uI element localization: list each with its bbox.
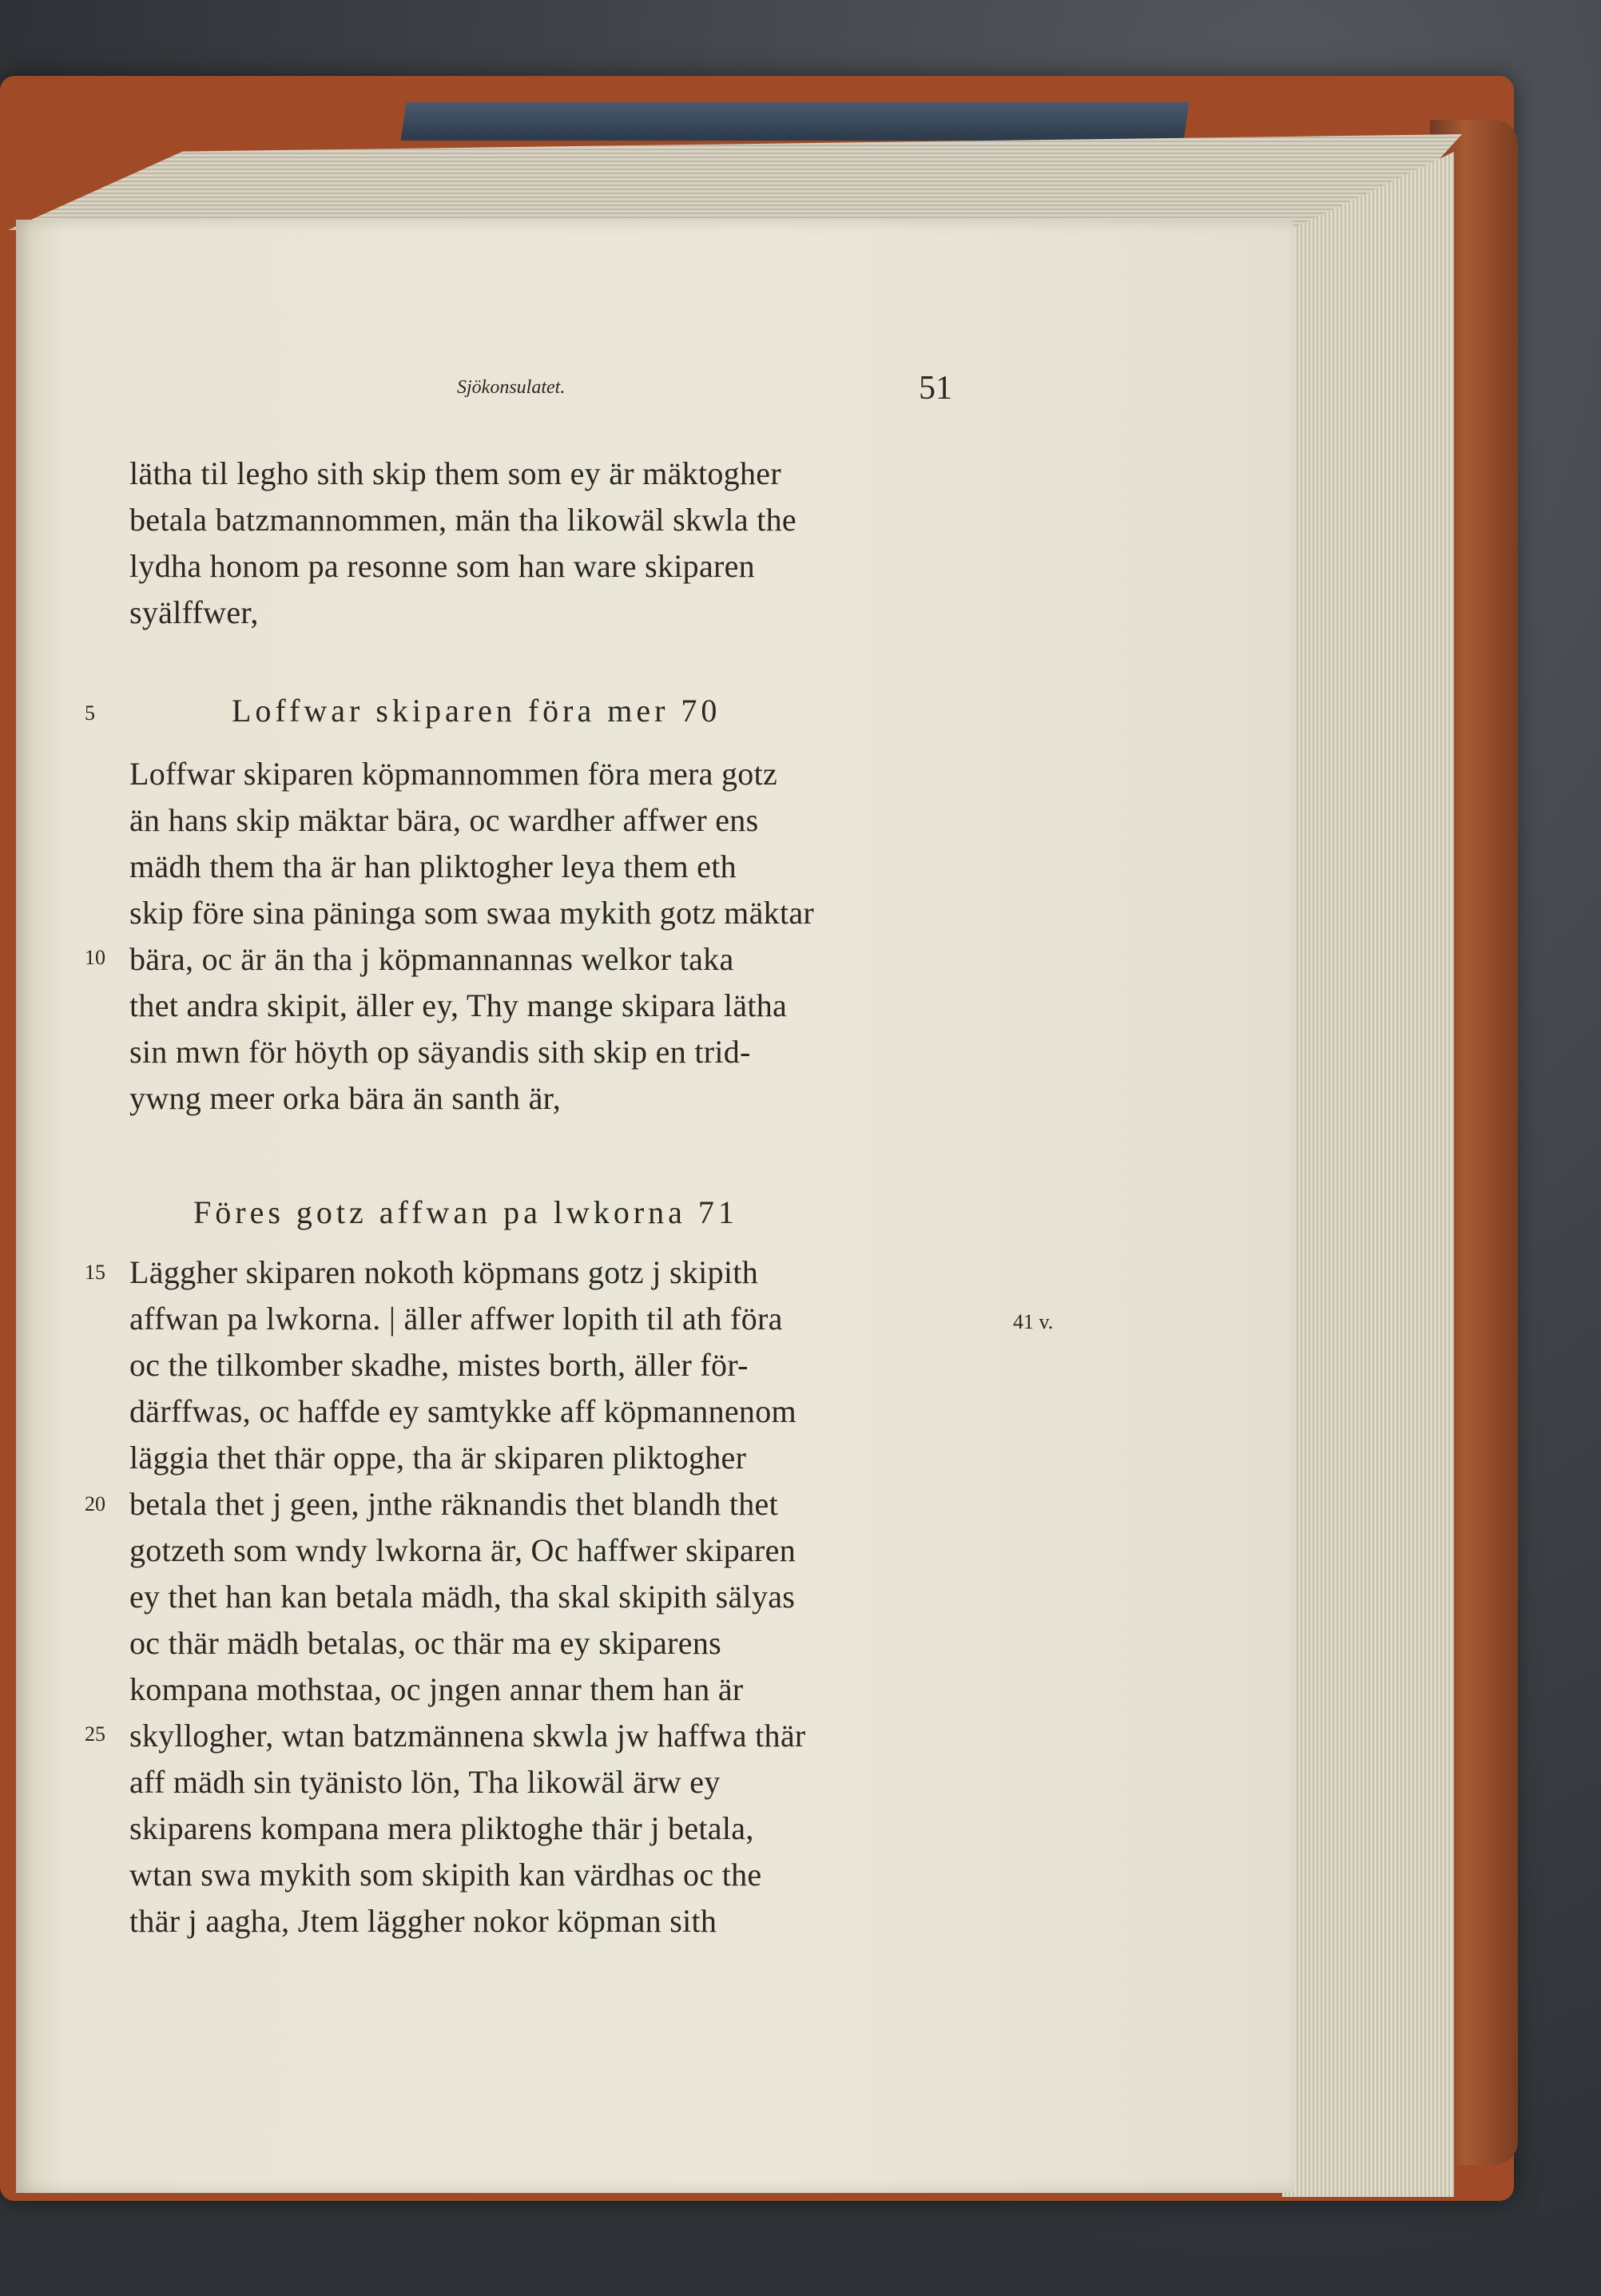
text-line: skyllogher, wtan batzmännena skwla jw haffwa thär [129, 1718, 806, 1754]
page-edges-right [1282, 152, 1454, 2197]
line-number: 5 [85, 701, 95, 725]
text-line: gotzeth som wndy lwkorna är, Oc haffwer skiparen [129, 1532, 797, 1568]
text-line: bära, oc är än tha j köpmannannas welkor taka [129, 941, 734, 977]
text-line: Läggher skiparen nokoth köpmans gotz j skipith [129, 1254, 759, 1290]
text-line: mädh them tha är han pliktogher leya them eth [129, 848, 737, 884]
text-line: sin mwn för höyth op säyandis sith skip en trid- [129, 1034, 751, 1070]
text-line: lätha til legho sith skip them som ey är mäktogher [129, 455, 781, 491]
page-number: 51 [919, 370, 952, 407]
text-line: läggia thet thär oppe, tha är skiparen pliktogher [129, 1440, 747, 1476]
text-line: thet andra skipit, äller ey, Thy mange skipara lätha [129, 987, 788, 1023]
text-line: ywng meer orka bära än santh är, [129, 1080, 561, 1116]
text-line: skip före sina päninga som swaa mykith gotz mäktar [129, 895, 815, 931]
text-line: därffwas, oc haffde ey samtykke aff köpmannenom [129, 1393, 797, 1429]
margin-note: 41 v. [1013, 1310, 1054, 1333]
section-heading: Loffwar skiparen föra mer 70 [232, 693, 721, 729]
text-line: wtan swa mykith som skipith kan värdhas oc the [129, 1857, 762, 1893]
line-number: 25 [85, 1722, 105, 1746]
text-line: skiparens kompana mera pliktoghe thär j betala, [129, 1810, 754, 1846]
book-spine [401, 102, 1190, 141]
line-number: 10 [85, 946, 105, 969]
running-title: Sjökonsulatet. [457, 377, 566, 398]
text-line: thär j aagha, Jtem läggher nokor köpman sith [129, 1903, 717, 1939]
text-line: syälffwer, [129, 594, 259, 630]
line-number: 20 [85, 1492, 105, 1515]
text-line: affwan pa lwkorna. | äller affwer lopith til ath föra [129, 1301, 783, 1337]
text-line: ey thet han kan betala mädh, tha skal skipith sälyas [129, 1579, 796, 1615]
text-line: lydha honom pa resonne som han ware skiparen [129, 548, 755, 584]
text-line: Loffwar skiparen köpmannommen föra mera gotz [129, 756, 778, 792]
text-line: kompana mothstaa, oc jngen annar them han är [129, 1671, 744, 1707]
line-number: 15 [85, 1261, 105, 1284]
text-line: oc the tilkomber skadhe, mistes borth, äller för- [129, 1347, 749, 1383]
text-line: aff mädh sin tyänisto lön, Tha likowäl ärw ey [129, 1764, 721, 1800]
text-line: betala batzmannommen, män tha likowäl skwla the [129, 502, 797, 538]
text-line: än hans skip mäktar bära, oc wardher affwer ens [129, 802, 759, 838]
section-heading: Föres gotz affwan pa lwkorna 71 [193, 1194, 738, 1230]
text-line: betala thet j geen, jnthe räknandis thet blandh thet [129, 1486, 779, 1522]
text-line: oc thär mädh betalas, oc thär ma ey skiparens [129, 1625, 721, 1661]
